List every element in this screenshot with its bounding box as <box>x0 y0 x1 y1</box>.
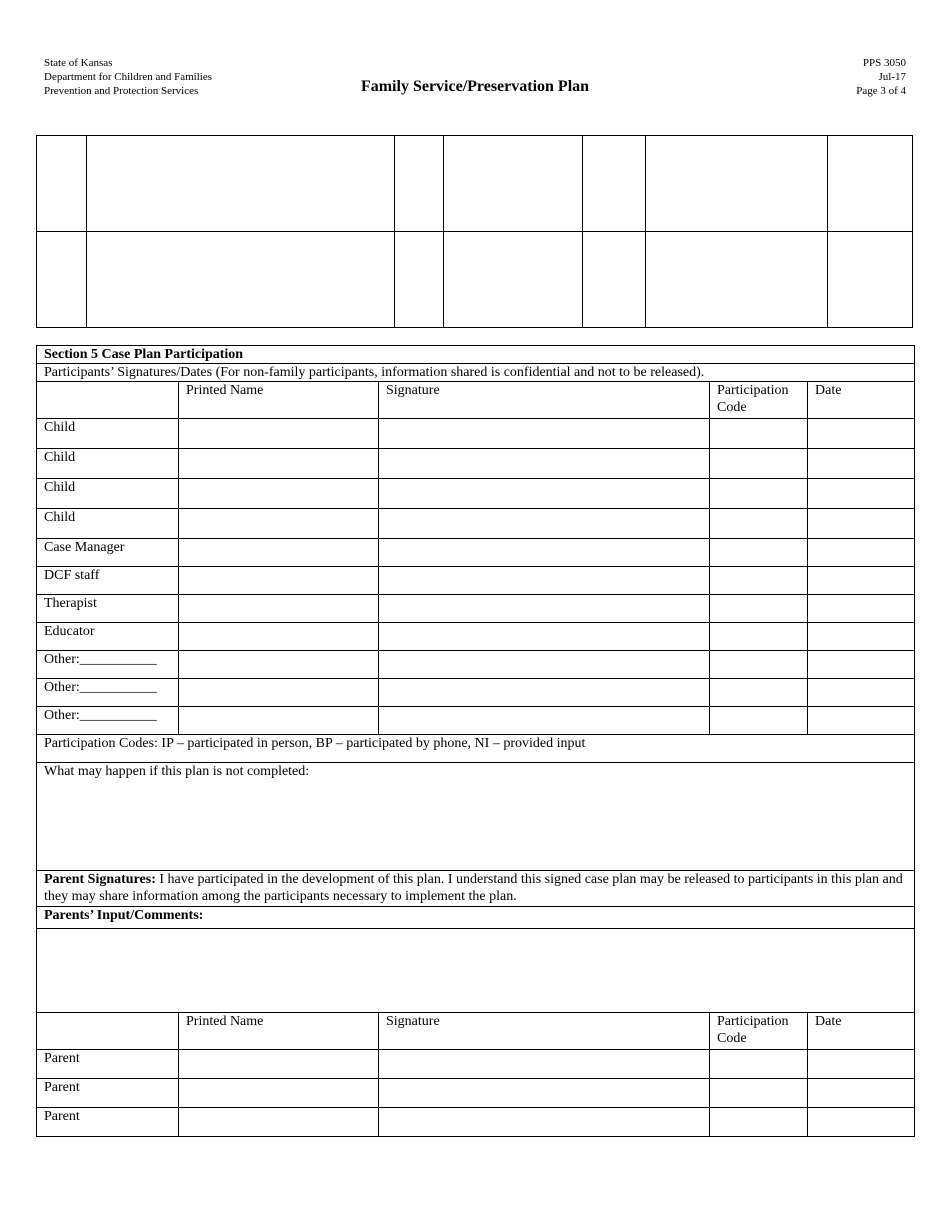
parent-signatures-statement <box>37 871 915 907</box>
printed-name-field[interactable] <box>179 1050 379 1079</box>
table-row <box>37 567 915 595</box>
signature-field[interactable] <box>379 623 710 651</box>
printed-name-field[interactable] <box>179 1079 379 1108</box>
case-plan-participation-table <box>36 345 915 1137</box>
row-label: Child <box>37 479 179 509</box>
signature-field[interactable] <box>379 651 710 679</box>
signature-field[interactable] <box>379 479 710 509</box>
grid-cell[interactable] <box>444 136 583 232</box>
table-row <box>37 1050 915 1079</box>
date-field[interactable] <box>808 651 915 679</box>
printed-name-field[interactable] <box>179 509 379 539</box>
row-label: Child <box>37 419 179 449</box>
table-row <box>37 449 915 479</box>
participation-code-field[interactable] <box>710 623 808 651</box>
participation-code-field[interactable] <box>710 1079 808 1108</box>
participation-code-field[interactable] <box>710 651 808 679</box>
grid-cell[interactable] <box>828 232 913 328</box>
printed-name-field[interactable] <box>179 539 379 567</box>
row-label: Parent <box>37 1079 179 1108</box>
table-row <box>37 707 915 735</box>
date-field[interactable] <box>808 449 915 479</box>
date-field[interactable] <box>808 707 915 735</box>
parent-signatures-label: Parent Signatures: <box>44 872 156 887</box>
section-subtitle-row <box>37 364 915 382</box>
date-field[interactable] <box>808 509 915 539</box>
participation-code-field[interactable] <box>710 449 808 479</box>
what-may-happen-label: What may happen if this plan is not completed: <box>44 764 310 779</box>
parents-comments-field[interactable] <box>37 929 915 1013</box>
date-field[interactable] <box>808 479 915 509</box>
agency-department: Department for Children and Families <box>44 71 213 83</box>
participation-code-field[interactable] <box>710 679 808 707</box>
signature-field[interactable] <box>379 1050 710 1079</box>
date-field[interactable] <box>808 1050 915 1079</box>
row-label: Other:___________ <box>37 651 179 679</box>
participation-code-field[interactable] <box>710 595 808 623</box>
table-row <box>37 232 913 328</box>
table-row <box>37 539 915 567</box>
printed-name-field[interactable] <box>179 479 379 509</box>
date-field[interactable] <box>808 567 915 595</box>
signature-field[interactable] <box>379 1079 710 1108</box>
printed-name-field[interactable] <box>179 1108 379 1137</box>
printed-name-field[interactable] <box>179 679 379 707</box>
form-number: PPS 3050 <box>862 57 906 69</box>
section-title-row <box>37 346 915 364</box>
grid-cell[interactable] <box>583 232 646 328</box>
row-label: Parent <box>37 1108 179 1137</box>
row-label: Parent <box>37 1050 179 1079</box>
column-header: Participation Code <box>710 382 808 419</box>
signature-field[interactable] <box>379 707 710 735</box>
section-subtitle: Participants’ Signatures/Dates (For non-family participants, information shared is confidential and not to be released). <box>37 364 915 382</box>
date-field[interactable] <box>808 1108 915 1137</box>
section-title: Section 5 Case Plan Participation <box>37 346 915 364</box>
signature-field[interactable] <box>379 539 710 567</box>
row-label: Other:___________ <box>37 707 179 735</box>
grid-cell[interactable] <box>828 136 913 232</box>
row-label: Other:___________ <box>37 679 179 707</box>
parent-signatures-statement-row <box>37 871 915 907</box>
column-header <box>37 1013 179 1050</box>
column-header: Signature <box>379 1013 710 1050</box>
grid-cell[interactable] <box>646 232 828 328</box>
table-row <box>37 1079 915 1108</box>
date-field[interactable] <box>808 623 915 651</box>
printed-name-field[interactable] <box>179 419 379 449</box>
grid-cell[interactable] <box>583 136 646 232</box>
table-row <box>37 419 915 449</box>
participation-code-field[interactable] <box>710 539 808 567</box>
page-title: Family Service/Preservation Plan <box>360 78 590 95</box>
participation-codes-note: Participation Codes: IP – participated in person, BP – participated by phone, NI – provided input <box>37 735 915 763</box>
date-field[interactable] <box>808 539 915 567</box>
participation-code-field[interactable] <box>710 419 808 449</box>
table-row <box>37 509 915 539</box>
top-grid-table <box>36 135 913 328</box>
grid-cell[interactable] <box>87 136 395 232</box>
printed-name-field[interactable] <box>179 651 379 679</box>
participation-code-field[interactable] <box>710 1050 808 1079</box>
participation-code-field[interactable] <box>710 509 808 539</box>
row-label: Case Manager <box>37 539 179 567</box>
table-row <box>37 1108 915 1137</box>
column-header: Printed Name <box>179 382 379 419</box>
grid-cell[interactable] <box>646 136 828 232</box>
what-may-happen-field[interactable] <box>37 763 915 871</box>
signature-field[interactable] <box>379 419 710 449</box>
column-header: Participation Code <box>710 1013 808 1050</box>
printed-name-field[interactable] <box>179 623 379 651</box>
printed-name-field[interactable] <box>179 449 379 479</box>
agency-state: State of Kansas <box>44 57 113 69</box>
grid-cell[interactable] <box>395 136 444 232</box>
participation-code-field[interactable] <box>710 1108 808 1137</box>
form-info-block <box>856 56 906 98</box>
row-label: Child <box>37 509 179 539</box>
page-number: Page 3 of 4 <box>856 85 906 97</box>
parents-input-label-row <box>37 907 915 929</box>
row-label: Child <box>37 449 179 479</box>
grid-cell[interactable] <box>87 232 395 328</box>
row-label: DCF staff <box>37 567 179 595</box>
column-header: Date <box>808 382 915 419</box>
parent-signatures-text: I have participated in the development of this plan. I understand this signed case plan may be released to participants in this plan and they may share information among the participants necessary to implement the plan. <box>44 872 903 904</box>
printed-name-field[interactable] <box>179 707 379 735</box>
table-row <box>37 479 915 509</box>
signature-field[interactable] <box>379 1108 710 1137</box>
date-field[interactable] <box>808 419 915 449</box>
what-may-happen-row <box>37 763 915 871</box>
participation-code-field[interactable] <box>710 479 808 509</box>
column-header: Printed Name <box>179 1013 379 1050</box>
table-row <box>37 623 915 651</box>
printed-name-field[interactable] <box>179 567 379 595</box>
parents-input-label: Parents’ Input/Comments: <box>37 907 915 929</box>
agency-division: Prevention and Protection Services <box>44 85 199 97</box>
signature-field[interactable] <box>379 567 710 595</box>
row-label: Educator <box>37 623 179 651</box>
grid-cell[interactable] <box>37 232 87 328</box>
signature-field[interactable] <box>379 679 710 707</box>
row-label: Therapist <box>37 595 179 623</box>
participation-code-field[interactable] <box>710 567 808 595</box>
table-row <box>37 679 915 707</box>
signature-field[interactable] <box>379 595 710 623</box>
column-header: Date <box>808 1013 915 1050</box>
date-field[interactable] <box>808 595 915 623</box>
date-field[interactable] <box>808 679 915 707</box>
date-field[interactable] <box>808 1079 915 1108</box>
participation-code-field[interactable] <box>710 707 808 735</box>
table-row <box>37 651 915 679</box>
form-revision: Jul-17 <box>878 71 906 83</box>
grid-cell[interactable] <box>395 232 444 328</box>
column-header: Signature <box>379 382 710 419</box>
grid-cell[interactable] <box>444 232 583 328</box>
table-row <box>37 595 915 623</box>
column-header-row <box>37 382 915 419</box>
parents-comments-row <box>37 929 915 1013</box>
printed-name-field[interactable] <box>179 595 379 623</box>
column-header <box>37 382 179 419</box>
signature-field[interactable] <box>379 449 710 479</box>
parent-column-header-row <box>37 1013 915 1050</box>
table-row <box>37 136 913 232</box>
grid-cell[interactable] <box>37 136 87 232</box>
signature-field[interactable] <box>379 509 710 539</box>
participation-codes-row <box>37 735 915 763</box>
